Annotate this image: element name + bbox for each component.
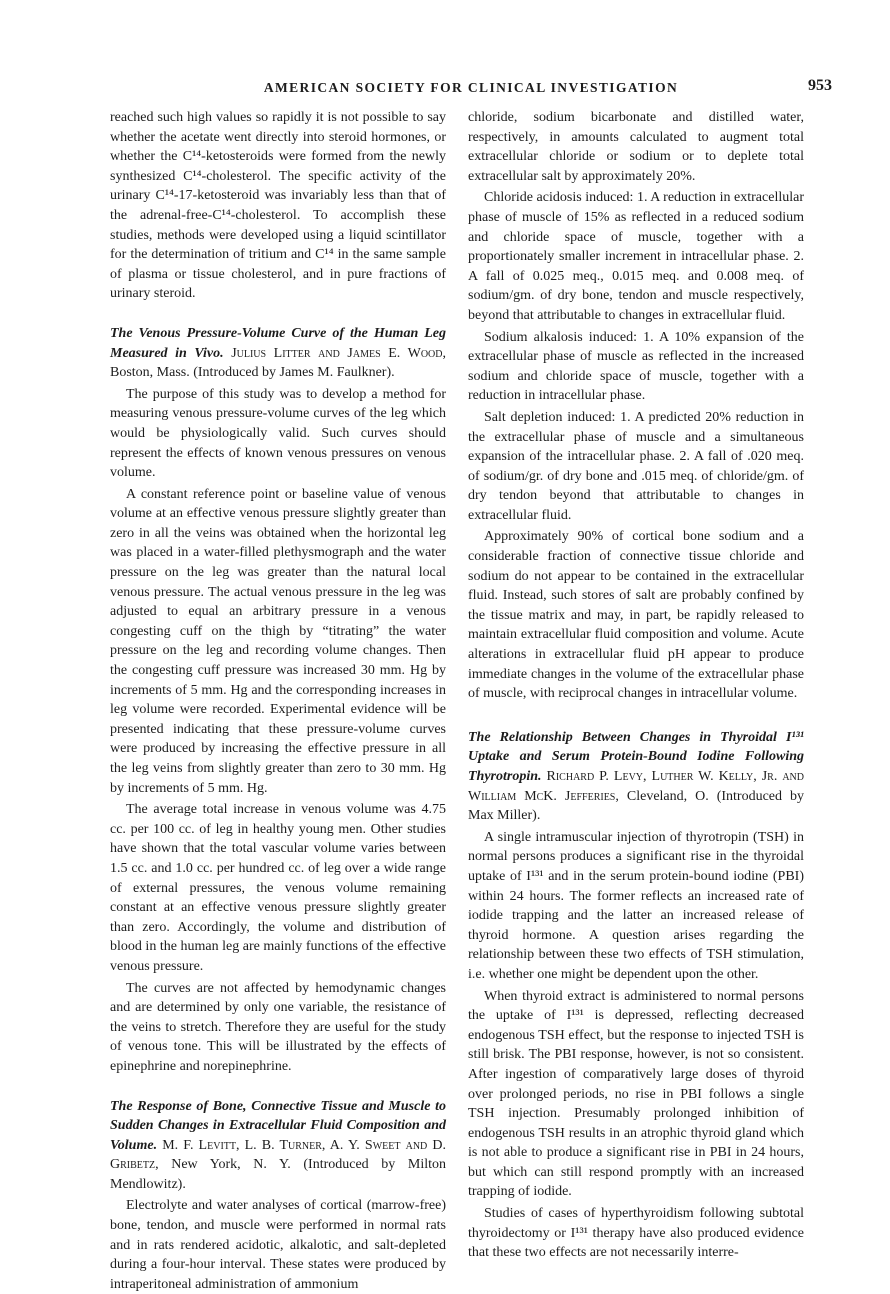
right-column	[468, 108, 804, 1263]
abstract-authors: Richard P. Levy, Luther W. Kelly, Jr. and William McK. Jefferies,	[468, 769, 804, 804]
body-paragraph: A single intramuscular injection of thyrotropin (TSH) in normal persons produces a significant rise in the thyroidal uptake of I¹³¹ and in the serum protein-bound iodine (PBI) within 24 hours. The former reflects an increased rate of iodide trapping and the latter an increased release of thyroid hormone. A question arises regarding the relationship between these two effects of TSH stimulation, i.e. whether one might be dependent upon the other.	[468, 829, 804, 982]
body-paragraph: Sodium alkalosis induced: 1. A 10% expansion of the extracellular phase of muscle as reflected in the increased sodium and chloride space of muscle, together with a reduction in intracellular phase.	[468, 329, 804, 404]
page-number: 953	[808, 77, 832, 94]
body-paragraph: Salt depletion induced: 1. A predicted 20% reduction in the extracellular phase of muscle and a simultaneous expansion of the intracellular phase. 2. A fall of .020 meq. of sodium/gr. of dry bone and .015 meq. of chloride/gm. of dry tendon beyond that attributable to changes in extracellular fluid.	[468, 409, 804, 523]
abstract-authors: Julius Litter and James E. Wood,	[231, 345, 446, 361]
abstract-title: The Relationship Between Changes in Thyroidal I¹³¹ Uptake and Serum Protein-Bound Iodine Following Thyrotropin.	[468, 729, 804, 784]
abstract-title: The Venous Pressure-Volume Curve of the Human Leg Measured in Vivo.	[110, 325, 446, 361]
abstract-heading	[110, 324, 446, 383]
body-paragraph: The average total increase in venous volume was 4.75 cc. per 100 cc. of leg in healthy young men. Other studies have shown that the total vascular volume varies between 1.5 cc. and 1.0 cc. per hundred cc. of leg over a wide range of external pressures, the venous volume remaining constant at an effective venous pressure slightly greater than zero. Accordingly, the volume and distribution of blood in the human leg are mainly functions of the effective venous pressure.	[110, 802, 446, 974]
abstract-heading	[468, 728, 804, 826]
body-paragraph: The purpose of this study was to develop a method for measuring venous pressure-volume curves of the leg which would be physiologically valid. Such curves should represent the effects of known venous pressures on venous volume.	[110, 386, 446, 481]
continuation-paragraph: chloride, sodium bicarbonate and distilled water, respectively, in amounts calculated to augment total extracellular chloride or sodium or to deplete total extracellular salt by approximately 20%.	[468, 110, 804, 184]
body-paragraph: The curves are not affected by hemodynamic changes and are determined by only one variable, the resistance of the veins to stretch. Therefore they are useful for the study of venous tone. This will be illustrated by the effects of epinephrine and norepinephrine.	[110, 980, 446, 1074]
body-paragraph: Approximately 90% of cortical bone sodium and a considerable fraction of connective tissue chloride and sodium do not appear to be contained in the extracellular fluid. Instead, such stores of salt are probably confined by the tissue matrix and may, in part, be rapidly released to maintain extracellular fluid composition and volume. Acute alterations in extracellular fluid pH appear to produce immediate changes in the volume of the extracellular phase of muscle, with reciprocal changes in intracellular volume.	[468, 529, 804, 702]
body-paragraph: Chloride acidosis induced: 1. A reduction in extracellular phase of muscle of 15% as reflected in a reduced sodium and chloride space of muscle, together with a proportionately smaller increment in intracellular phase. 2. A fall of 0.025 meq., 0.015 meq. and 0.008 meq. of sodium/gm. of dry bone, tendon and muscle respectively, beyond that attributable to changes in extracellular fluid.	[468, 190, 804, 323]
body-paragraph: When thyroid extract is administered to normal persons the uptake of I¹³¹ is depressed, reflecting decreased endogenous TSH effect, but the response to injected TSH is still brisk. The PBI response, however, is not so consistent. After ingestion of comparatively large doses of thyroid over prolonged periods, no rise in PBI follows a single TSH injection. Presumably prolonged inhibition of endogenous TSH results in an atrophic thyroid gland which is not able to produce a significant rise in PBI in 24 hours, but which can still respond promptly with an increased trapping of iodide.	[468, 988, 804, 1200]
abstract-title: The Response of Bone, Connective Tissue and Muscle to Sudden Changes in Extracellular Fluid Composition and Volume.	[110, 1098, 446, 1153]
abstract-heading	[110, 1097, 446, 1195]
continuation-paragraph: reached such high values so rapidly it is not possible to say whether the acetate went directly into steroid hormones, or whether the C¹⁴-ketosteroids were formed from the newly synthesized C¹⁴-cholesterol. The specific activity of the urinary C¹⁴-17-ketosteroid was invariably less than that of the adrenal-free-C¹⁴-cholesterol. To accomplish these studies, methods were developed using a liquid scintillator for the determination of tritium and C¹⁴ in the same sample of plasma or tissue cholesterol, and in pure fractions of urinary steroid.	[110, 110, 446, 302]
body-paragraph: A constant reference point or baseline value of venous volume at an effective venous pressure slightly greater than zero in all the veins was obtained when the horizontal leg was placed in a water-filled plethysmograph and the water pressure on the leg was greater than the natural local venous pressure. The actual venous pressure in the leg was adjusted to equal an arbitrary pressure in a venous congesting cuff on the thigh by “titrating” the water pressure on the leg and recording volume changes. Then the congesting cuff pressure was increased 30 mm. Hg by increments of 5 mm. Hg and the corresponding increases in leg volume were recorded. Experimental evidence will be presented indicating that these pressure-volume curves were produced by increasing the effective pressure in all the leg veins from slightly greater than zero to 30 mm. Hg by increments of 5 mm. Hg.	[110, 486, 446, 796]
abstract-authors: M. F. Levitt, L. B. Turner, A. Y. Sweet and D. Gribetz,	[110, 1137, 446, 1173]
body-paragraph: Studies of cases of hyperthyroidism following subtotal thyroidectomy or I¹³¹ therapy have also produced evidence that these two effects are not necessarily interre-	[468, 1206, 804, 1261]
abstract-affiliation: New York, N. Y. (Introduced by Milton Mendlowitz).	[110, 1157, 447, 1192]
running-head: AMERICAN SOCIETY FOR CLINICAL INVESTIGATION	[263, 80, 679, 95]
abstract-affiliation: Boston, Mass. (Introduced by James M. Faulkner).	[110, 365, 395, 381]
page-header	[110, 77, 832, 104]
body-paragraph: Electrolyte and water analyses of cortical (marrow-free) bone, tendon, and muscle were performed in normal rats and in rats rendered acidotic, alkalotic, and salt-depleted during a four-hour interval. These states were produced by intraperitoneal administration of ammonium	[110, 1198, 446, 1292]
left-column	[110, 108, 446, 1294]
abstract-affiliation: Cleveland, O. (Introduced by Max Miller).	[468, 788, 805, 824]
